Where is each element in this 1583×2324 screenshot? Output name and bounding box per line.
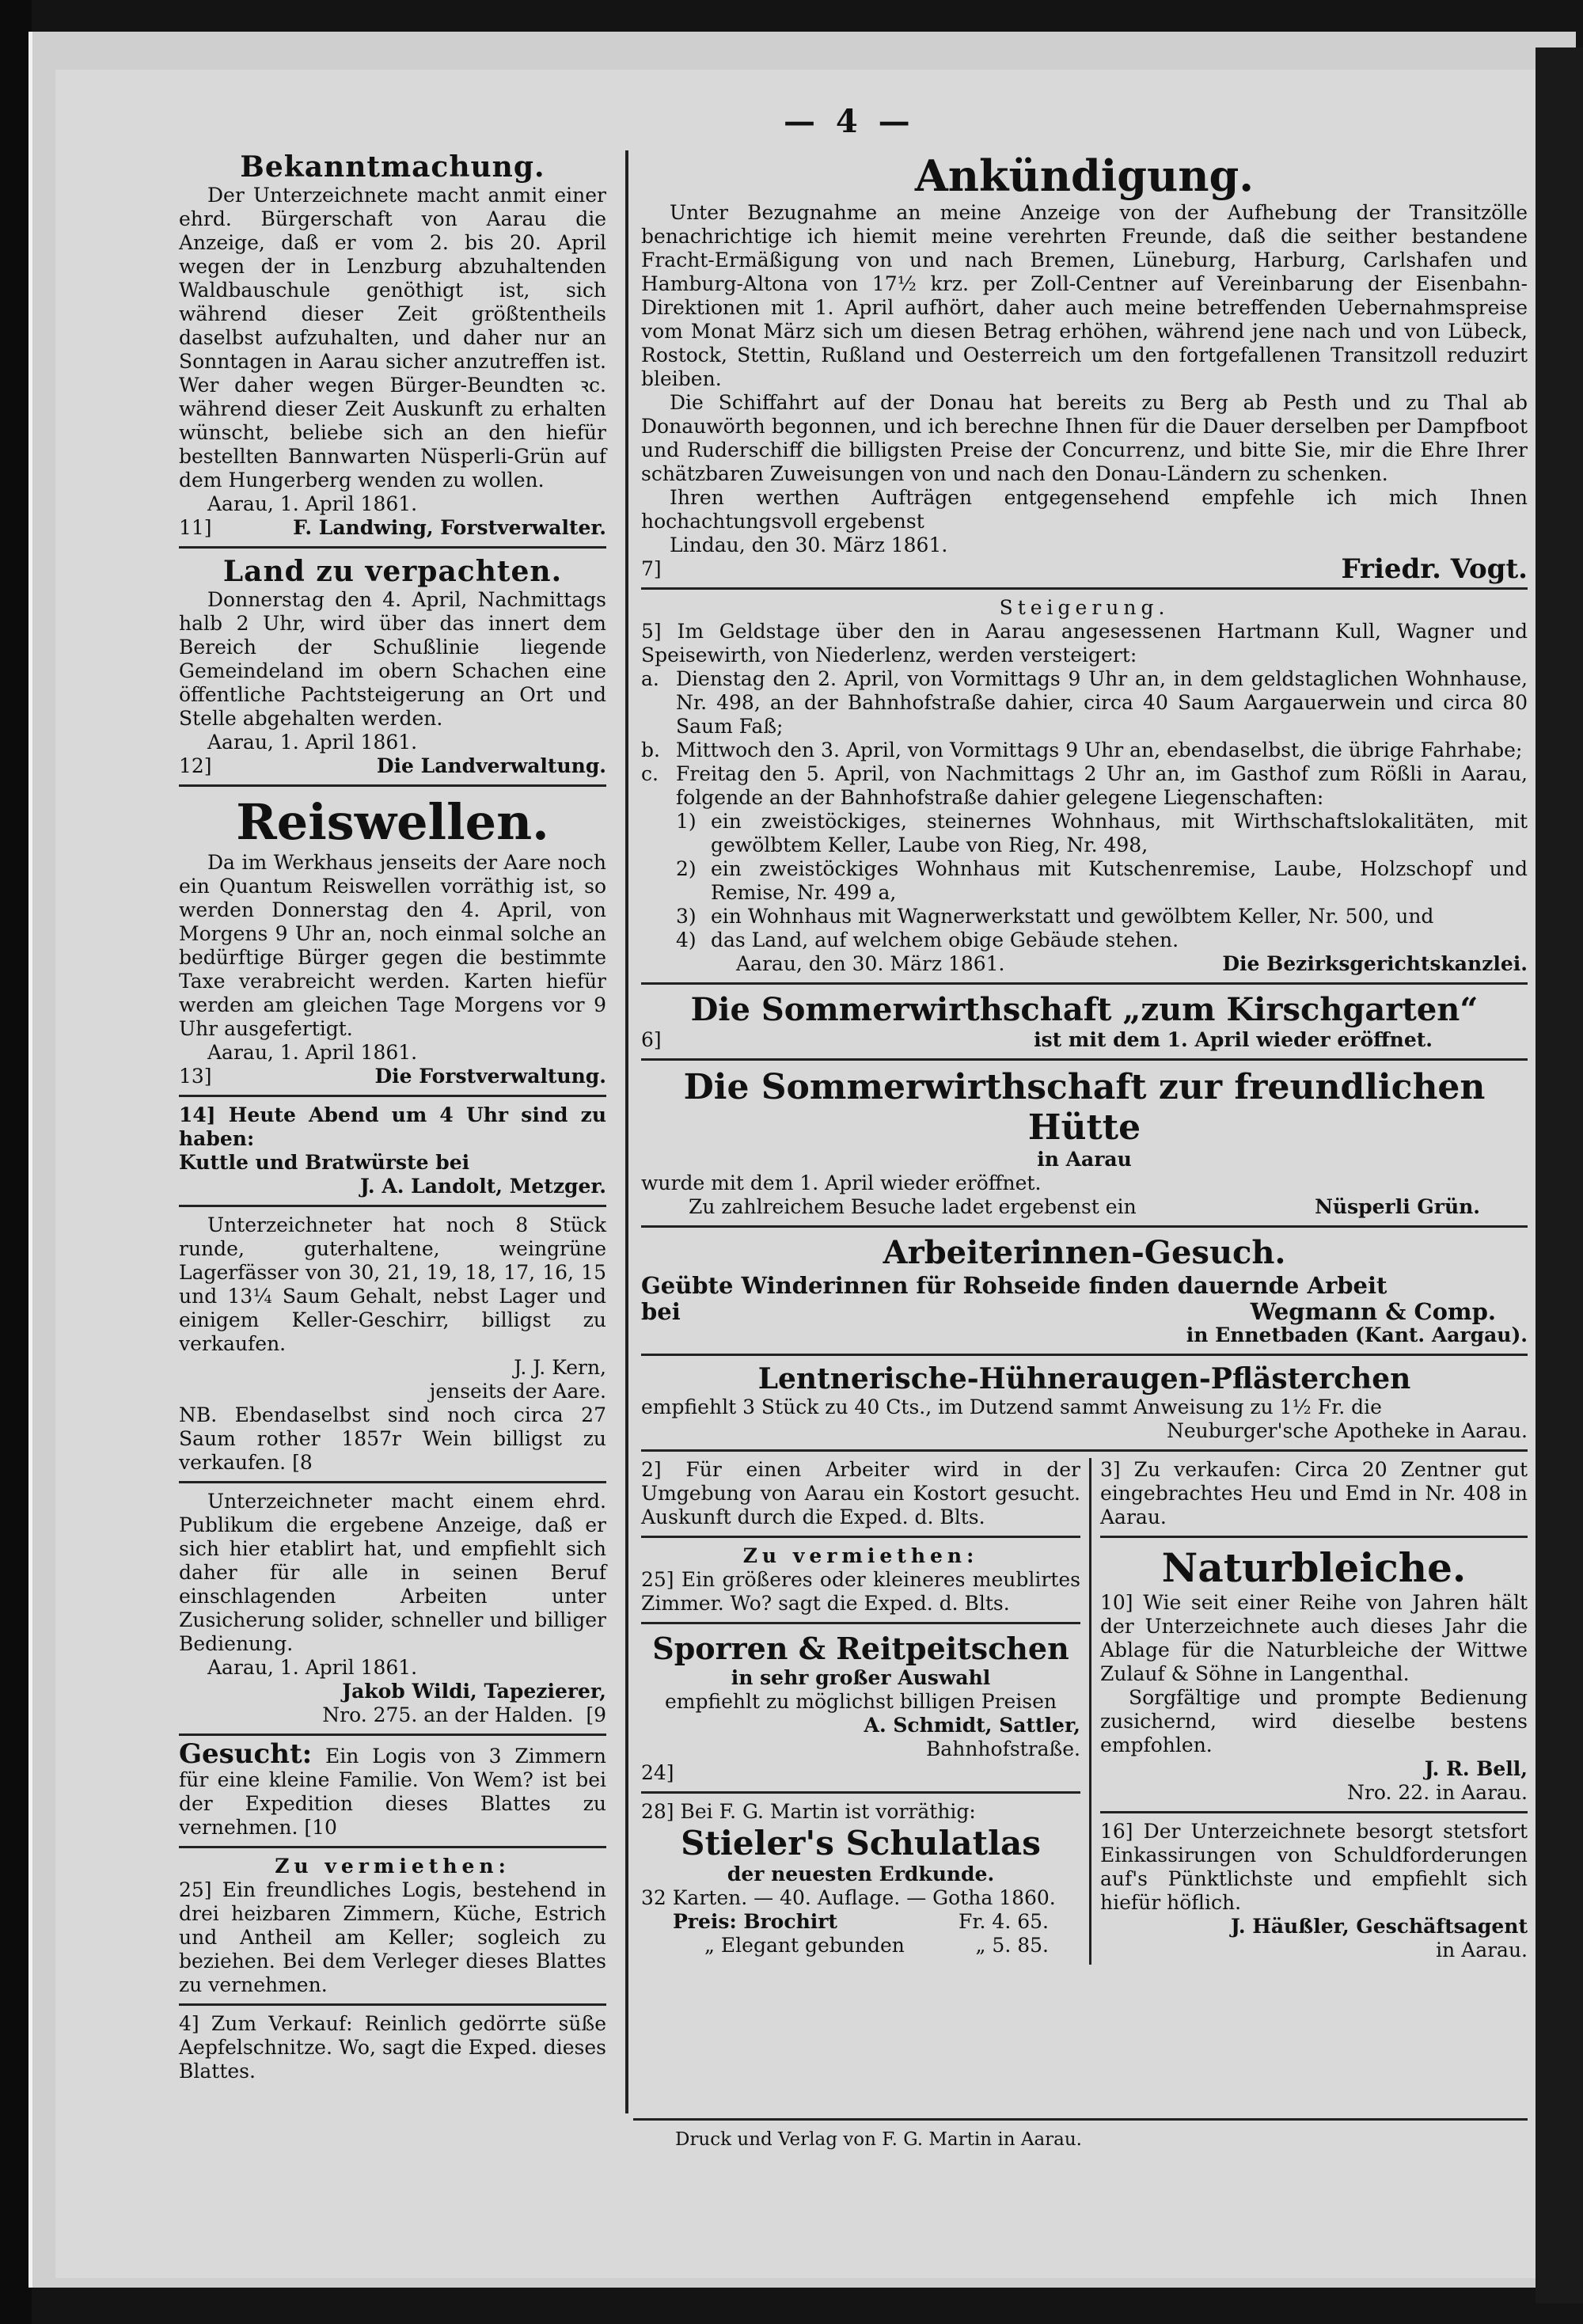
separator (179, 1846, 606, 1848)
ad-signer-address: in Ennetbaden (Kant. Aargau). (1186, 1323, 1528, 1346)
ad-title: Die Sommerwirthschaft zur freundlichen Hütte (683, 1067, 1486, 1148)
ad-signer-address: Nro. 275. an der Halden. (322, 1703, 574, 1726)
ad-zimmer (641, 1544, 1080, 1616)
separator (641, 1354, 1528, 1356)
ad-text: empfiehlt zu möglichst billigen Preisen (664, 1690, 1057, 1713)
ad-date: Aarau, 1. April 1861. (207, 731, 418, 754)
ad-date: Aarau, 1. April 1861. (207, 1041, 418, 1064)
ad-heu (1100, 1458, 1528, 1529)
separator (1100, 1811, 1528, 1813)
separator (641, 982, 1528, 985)
ad-edition: 32 Karten. — 40. Auflage. — Gotha 1860. (641, 1886, 1056, 1909)
separator (641, 1622, 1080, 1624)
separator (641, 587, 1528, 590)
scan-edge-left (0, 0, 32, 2324)
ad-date: Lindau, den 30. März 1861. (670, 534, 948, 556)
ad-number: [10 (304, 1816, 337, 1839)
ad-text: ist mit dem 1. April wieder eröffnet. (1034, 1028, 1433, 1051)
separator (641, 1536, 1080, 1538)
ad-signer: Neuburger'sche Apotheke in Aarau. (1167, 1419, 1528, 1442)
ad-number: 12] (179, 754, 212, 777)
ad-signer: J. A. Landolt, Metzger. (360, 1175, 606, 1198)
ad-text: Da im Werkhaus jenseits der Aare noch ein Quantum Reiswellen vorräthig ist, so werden Donnerstag den 4. April, von Morgens 9 Uhr an, noch einmal solche an bedürftige Bürger gegen die bestimmte Taxe verabreicht werden. Karten hiefür werden am gleichen Tage Morgens vor 9 Uhr ausgefertigt. (179, 851, 606, 1040)
ad-text: Ihren werthen Aufträgen entgegensehend empfehle ich mich Ihnen hochachtungsvoll ergebenst (641, 486, 1528, 533)
ad-tapezierer (179, 1490, 606, 1727)
ad-text: Donnerstag den 4. April, Nachmittags halb 2 Uhr, wird über das innert dem Bereich der Schußlinie liegende Gemeindeland im obern Schachen eine öffentliche Pachtsteigerung an Ort und Stelle abgehalten werden. (179, 588, 606, 730)
ad-kostort (641, 1458, 1080, 1529)
ad-text: 10] Wie seit einer Reihe von Jahren hält der Unterzeichnete auch dieses Jahr die Ablage für die Naturbleiche der Wittwe Zulauf & Söhne in Langenthal. (1100, 1591, 1528, 1685)
separator (179, 1734, 606, 1736)
ad-note: NB. Ebendaselbst sind noch circa 27 Saum rother 1857r Wein billigst zu verkaufen. [8 (179, 1403, 606, 1474)
lower-split (641, 1458, 1528, 1965)
ad-number: 7] (641, 557, 662, 580)
ad-signer: Nüsperli Grün. (1315, 1195, 1480, 1218)
ad-signer: F. Landwing, Forstverwalter. (293, 516, 606, 539)
ad-date: Aarau, 1. April 1861. (207, 492, 418, 515)
separator (641, 1449, 1528, 1452)
list-item: b. Mittwoch den 3. April, von Vormittags 9 Uhr an, ebendaselbst, die übrige Fahrhabe; (641, 739, 1523, 761)
ad-lagerfaesser (179, 1213, 606, 1475)
ad-lead: Gesucht: (179, 1738, 313, 1770)
ad-number: 24] (641, 1761, 674, 1784)
sub-column-rule (1089, 1458, 1091, 1965)
ad-text: Ein Logis von 3 Zimmern für eine kleine Familie. Von Wem? ist bei der Expedition dieses Blattes zu vernehmen. (179, 1745, 606, 1839)
ad-title: Land zu verpachten. (222, 555, 563, 588)
ad-signer: Die Landverwaltung. (376, 754, 606, 777)
ad-title: Bekanntmachung. (240, 150, 545, 184)
ad-gesucht (179, 1738, 606, 1840)
ad-price: „ 5. 85. (975, 1934, 1049, 1957)
list-item: 3) ein Wohnhaus mit Wagnerwerkstatt und gewölbtem Keller, Nr. 500, und (676, 905, 1434, 928)
ad-reiswellen (179, 793, 606, 1088)
ad-text: Der Unterzeichnete macht anmit einer ehrd. Bürgerschaft von Aarau die Anzeige, daß er vom 2. bis 20. April wegen der in Lenzburg abzuhaltenden Waldbauschule genöthigt ist, sich während dieser Zeit größtentheils daselbst aufzuhalten, und daher nur an Sonntagen in Aarau sicher anzutreffen ist. Wer daher wegen Bürger-Beundten ꝛc. während dieser Zeit Auskunft zu erhalten wünscht, beliebe sich an den hiefür bestellten Bannwarten Nüsperli-Grün auf dem Hungerberg wenden zu wollen. (179, 184, 606, 492)
separator (179, 2003, 606, 2006)
ad-land-verpachten (179, 555, 606, 778)
ad-text: 28] Bei F. G. Martin ist vorräthig: (641, 1800, 976, 1823)
ad-text: empfiehlt 3 Stück zu 40 Cts., im Dutzend sammt Anweisung zu 1½ Fr. die (641, 1396, 1382, 1418)
column-rule (625, 150, 628, 2113)
ad-title: Reiswellen. (236, 793, 549, 851)
ad-text: Kuttle und Bratwürste bei (179, 1151, 470, 1174)
separator (179, 546, 606, 549)
ad-logis (179, 1855, 606, 1997)
ad-freundliche-huette (641, 1067, 1528, 1219)
ad-text: 16] Der Unterzeichnete besorgt stetsfort Einkassirungen von Schuldforderungen auf's Pünktlichste und empfiehlt sich hiefür höflich. (1100, 1820, 1528, 1914)
ad-price-label: Preis: Brochirt (673, 1910, 837, 1933)
ad-date: Aarau, 1. April 1861. (207, 1656, 418, 1679)
ad-subtitle: der neuesten Erdkunde. (727, 1863, 995, 1885)
ad-title: Zu vermiethen: (275, 1855, 511, 1878)
ad-number: 13] (179, 1065, 212, 1088)
ad-arbeiterinnen (641, 1234, 1528, 1347)
ad-huehneraugen (641, 1362, 1528, 1443)
ad-ankuendigung (641, 150, 1528, 585)
scan-edge-right (1536, 47, 1583, 2303)
ad-signer-address: Nro. 22. in Aarau. (1347, 1781, 1528, 1804)
ad-date: Aarau, den 30. März 1861. (736, 952, 1005, 975)
ad-title: Lentnerische-Hühneraugen-Pflästerchen (757, 1362, 1411, 1396)
separator (1100, 1536, 1528, 1538)
left-column (179, 150, 606, 2083)
ad-signer-address: in Aarau. (1436, 1939, 1528, 1961)
ad-bekanntmachung (179, 150, 606, 540)
ad-number: [9 (586, 1703, 606, 1726)
ad-steigerung (641, 596, 1528, 976)
separator (179, 1205, 606, 1207)
list-item: a. Dienstag den 2. April, von Vormittags 9 Uhr an, in dem geldstaglichen Wohnhause, Nr. 498, an der Bahnhofstraße dahier, circa 40 Saum Aargauerwein und circa 80 Saum Faß; (641, 667, 1528, 738)
list-item: 2) ein zweistöckiges Wohnhaus mit Kutschenremise, Laube, Holzschopf und Remise, Nr. 499 a, (676, 857, 1528, 904)
page-number: — 4 — (784, 103, 915, 140)
ad-signer: Wegmann & Comp. (1250, 1298, 1496, 1325)
ad-signer: J. Häußler, Geschäftsagent (1230, 1915, 1528, 1938)
ad-text: Die Schiffahrt auf der Donau hat bereits zu Berg ab Pesth und zu Thal ab Donauwörth begonnen, und ich berechne Ihnen für die Dauer derselben per Dampfboot und Ruderschiff die billigsten Preise der Concurrenz, und bitte Sie, mir die Ehre Ihrer schätzbaren Zuweisungen von und nach den Donau-Ländern zu schenken. (641, 391, 1528, 485)
separator (641, 1058, 1528, 1061)
ad-text: Sorgfältige und prompte Bedienung zusichernd, wird dieselbe bestens empfohlen. (1100, 1686, 1528, 1756)
ad-signer: Die Forstverwaltung. (374, 1065, 606, 1088)
separator (179, 1095, 606, 1097)
ad-subtitle: in sehr großer Auswahl (731, 1666, 991, 1689)
ad-text: 2] Für einen Arbeiter wird in der Umgebung von Aarau ein Kostort gesucht. Auskunft durch die Exped. d. Blts. (641, 1458, 1080, 1528)
ad-aepfelschnitze (179, 2012, 606, 2083)
ad-kirschgarten (641, 991, 1528, 1052)
ad-title: Naturbleiche. (1161, 1544, 1467, 1591)
ad-number: 6] (641, 1028, 662, 1051)
ad-title: Ankündigung. (914, 150, 1255, 201)
right-sub-column-1 (641, 1458, 1080, 1965)
ad-geschaeftsagent (1100, 1820, 1528, 1962)
footer-rule (633, 2118, 1528, 2121)
ad-text: 25] Ein größeres oder kleineres meublirtes Zimmer. Wo? sagt die Exped. d. Blts. (641, 1568, 1080, 1615)
ad-price-label: „ Elegant gebunden (704, 1934, 905, 1957)
ad-text: Unterzeichneter hat noch 8 Stück runde, guterhaltene, weingrüne Lagerfässer von 30, 21, 19, 18, 17, 16, 15 und 13¼ Saum Gehalt, nebst Lager und einigem Keller-Geschirr, billigst zu verkaufen. (179, 1213, 606, 1355)
ad-price: Fr. 4. 65. (958, 1910, 1049, 1933)
ad-text: Unter Bezugnahme an meine Anzeige von der Aufhebung der Transitzölle benachrichtige ich hiemit meine verehrten Freunde, daß die seither bestandene Fracht-Ermäßigung von und nach Bremen, Lüneburg, Harburg, Carlshafen und Hamburg-Altona von 17½ krz. per Zoll-Centner auf Vereinbarung der Eisenbahn-Direktionen mit 1. April aufhört, daher auch meine betreffenden Uebernahmspreise vom Monat März sich um diesen Betrag erhöhen, während jene nach und von Lübeck, Rostock, Stettin, Rußland und Oesterreich um den fortgefallenen Transitzoll reduzirt bleiben. (641, 201, 1528, 390)
ad-signer: Jakob Wildi, Tapezierer, (342, 1680, 606, 1703)
ad-text: 4] Zum Verkauf: Reinlich gedörrte süße Aepfelschnitze. Wo, sagt die Exped. dieses Blattes. (179, 2012, 606, 2083)
separator (179, 784, 606, 787)
list-item: c. Freitag den 5. April, von Nachmittags 2 Uhr an, im Gasthof zum Rößli in Aarau, folgende an der Bahnhofstraße dahier gelegene Liegenschaften: (641, 762, 1528, 809)
ad-title: Sporren & Reitpeitschen (652, 1631, 1069, 1666)
ad-sporren (641, 1631, 1080, 1785)
list-item: 1) ein zweistöckiges, steinernes Wohnhaus, mit Wirthschaftslokalitäten, mit gewölbtem Keller, Laube von Rieg, Nr. 498, (676, 810, 1528, 856)
ad-title: Zu vermiethen: (742, 1544, 979, 1567)
ad-metzger (179, 1103, 606, 1198)
list-item: 4) das Land, auf welchem obige Gebäude stehen. (676, 928, 1179, 951)
ad-title: Steigerung. (999, 596, 1170, 619)
ad-signer: Die Bezirksgerichtskanzlei. (1222, 952, 1528, 975)
ad-subtitle: in Aarau (1037, 1148, 1132, 1171)
ad-naturbleiche (1100, 1544, 1528, 1805)
ad-signer: A. Schmidt, Sattler, (864, 1714, 1080, 1737)
ad-signer: J. J. Kern, (514, 1356, 606, 1379)
ad-signer: Friedr. Vogt. (1341, 553, 1528, 585)
ad-title: Stieler's Schulatlas (681, 1824, 1041, 1863)
ad-schulatlas (641, 1800, 1080, 1958)
ad-text: Geübte Winderinnen für Rohseide finden dauernde Arbeit (641, 1272, 1387, 1299)
ad-title: Arbeiterinnen-Gesuch. (883, 1234, 1286, 1271)
ad-signer-address: jenseits der Aare. (429, 1380, 606, 1403)
ad-text: 3] Zu verkaufen: Circa 20 Zentner gut eingebrachtes Heu und Emd in Nr. 408 in Aarau. (1100, 1458, 1528, 1528)
ad-text: 14] Heute Abend um 4 Uhr sind zu haben: (179, 1103, 606, 1150)
separator (179, 1481, 606, 1483)
ad-text: 5] Im Geldstage über den in Aarau angesessenen Hartmann Kull, Wagner und Speisewirth, von Niederlenz, werden versteigert: (641, 620, 1528, 666)
right-sub-column-2 (1100, 1458, 1528, 1965)
ad-text: 25] Ein freundliches Logis, bestehend in drei heizbaren Zimmern, Küche, Estrich und Antheil am Keller; sogleich zu beziehen. Bei dem Verleger dieses Blattes zu vernehmen. (179, 1878, 606, 1996)
imprint-footer: Druck und Verlag von F. G. Martin in Aarau. (675, 2129, 1082, 2150)
separator (641, 1225, 1528, 1228)
right-column (641, 150, 1528, 1965)
ad-signer: J. R. Bell, (1424, 1757, 1528, 1780)
ad-title: Die Sommerwirthschaft „zum Kirschgarten“ (690, 991, 1479, 1028)
ad-signer-address: Bahnhofstraße. (925, 1737, 1080, 1760)
ad-number: 11] (179, 516, 212, 539)
separator (641, 1791, 1080, 1794)
ad-text: wurde mit dem 1. April wieder eröffnet. (641, 1171, 1042, 1194)
ad-text: Unterzeichneter macht einem ehrd. Publikum die ergebene Anzeige, daß er sich hier etablirt hat, und empfiehlt sich daher für alle in seinen Beruf einschlagenden Arbeiten unter Zusicherung solider, schneller und billiger Bedienung. (179, 1490, 606, 1655)
ad-text: bei (641, 1298, 681, 1325)
ad-text: Zu zahlreichem Besuche ladet ergebenst ein (689, 1195, 1137, 1218)
